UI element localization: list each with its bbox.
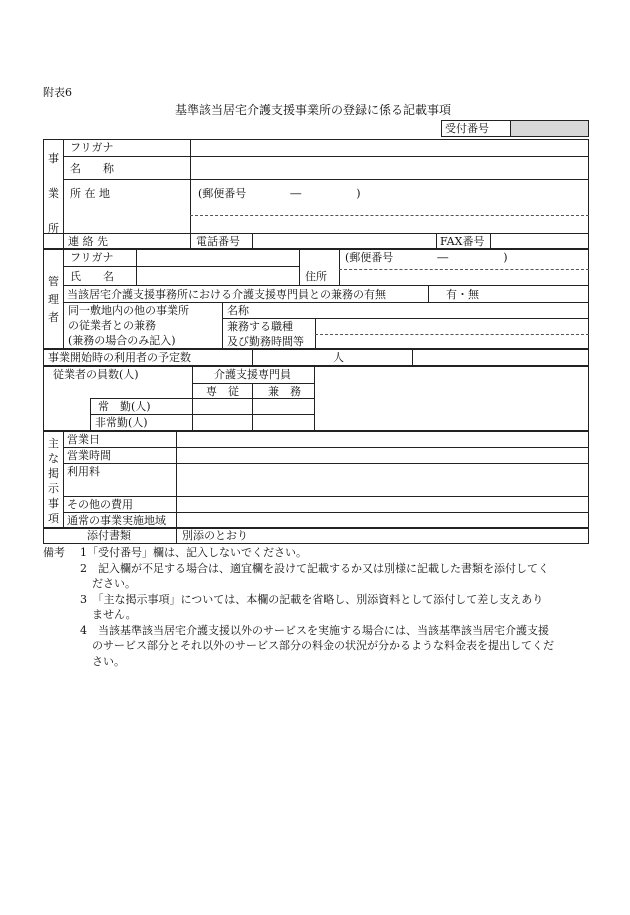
page-title: 基準該当居宅介護支援事業所の登録に係る記載事項 <box>175 103 452 117</box>
posting-side-char-6: 項 <box>48 512 59 525</box>
office-name-label: 名 称 <box>70 162 114 175</box>
office-postal-label: (郵便番号 ― ) <box>198 187 361 200</box>
office-side-char-2: 業 <box>48 187 59 200</box>
attachment-label: 添付書類 <box>87 529 131 542</box>
duty-line-2: 及び勤務時間等 <box>227 335 304 348</box>
receipt-number-label: 受付番号 <box>445 122 489 135</box>
posting-side-char-4: 示 <box>48 482 59 495</box>
note-3-line-1: 3 「主な掲示事項」については、本欄の記載を省略し、別添資料として添付して差し支えあり <box>80 593 544 606</box>
service-area-label: 通常の事業実施地域 <box>67 514 166 527</box>
part-time-staff-label: 非常勤(人) <box>95 416 148 429</box>
manager-furigana-label: フリガナ <box>70 251 114 264</box>
office-side-char-3: 所 <box>48 222 59 235</box>
receipt-number-field <box>510 120 589 137</box>
users-unit: 人 <box>333 351 344 364</box>
concurrent-answer: 有・無 <box>446 288 479 301</box>
office-furigana-label: フリガナ <box>70 141 114 154</box>
posting-side-char-1: 主 <box>48 437 59 450</box>
note-2-line-2: ださい。 <box>92 577 136 590</box>
manager-postal-label: (郵便番号 ― ) <box>345 251 508 264</box>
posting-side-char-3: 掲 <box>48 467 59 480</box>
office-address-label: 所 在 地 <box>70 187 110 200</box>
note-3-line-2: ません。 <box>92 608 137 621</box>
care-manager-header: 介護支援専門員 <box>214 368 291 381</box>
office-side-char-1: 事 <box>48 152 59 165</box>
dedicated-header: 専 従 <box>206 385 239 398</box>
office-fax-label: FAX番号 <box>440 235 485 248</box>
duty-line-1: 兼務する職種 <box>227 320 293 333</box>
office-phone-label: 電話番号 <box>196 235 240 248</box>
same-site-line-3: (兼務の場合のみ記入) <box>68 334 176 347</box>
note-4-line-1: 4 当該基準該当居宅介護支援以外のサービスを実施する場合には、当該基準該当居宅介護支援 <box>80 624 549 637</box>
note-2-line-1: 2 記入欄が不足する場合は、適宜欄を設けて記載するか又は別様に記載した書類を添付してく <box>80 562 549 575</box>
note-4-line-3: さい。 <box>92 655 125 668</box>
posting-side-char-5: 事 <box>48 497 59 510</box>
concurrent-question: 当該居宅介護支援事務所における介護支援専門員との兼務の有無 <box>67 288 386 301</box>
other-costs-label: その他の費用 <box>67 498 133 511</box>
posting-side-char-2: な <box>48 452 59 465</box>
attachment-value: 別添のとおり <box>182 529 248 542</box>
manager-side-char-3: 者 <box>48 311 59 324</box>
appendix-label: 附表6 <box>43 86 72 99</box>
staff-label: 従業者の員数(人) <box>53 368 139 381</box>
manager-name-label: 氏 名 <box>70 270 114 283</box>
business-hours-label: 営業時間 <box>67 449 111 462</box>
fee-label: 利用料 <box>67 465 100 478</box>
notes-label: 備考 <box>43 546 65 559</box>
manager-side-char-2: 理 <box>48 293 59 306</box>
regular-staff-label: 常 勤(人) <box>98 400 151 413</box>
other-office-name-label: 名称 <box>227 304 249 317</box>
note-1: 1「受付番号」欄は、記入しないでください。 <box>80 546 307 559</box>
manager-side-char-1: 管 <box>48 275 59 288</box>
same-site-line-1: 同一敷地内の他の事業所 <box>68 304 189 317</box>
same-site-line-2: の従業者との兼務 <box>68 319 156 332</box>
users-label: 事業開始時の利用者の予定数 <box>48 351 191 364</box>
note-4-line-2: のサービス部分とそれ以外のサービス部分の料金の状況が分かるような料金表を提出してくだ <box>92 639 554 652</box>
office-contact-label: 連 絡 先 <box>68 235 108 248</box>
concurrent-header: 兼 務 <box>268 385 301 398</box>
business-days-label: 営業日 <box>67 433 100 446</box>
manager-address-label: 住所 <box>305 270 327 283</box>
